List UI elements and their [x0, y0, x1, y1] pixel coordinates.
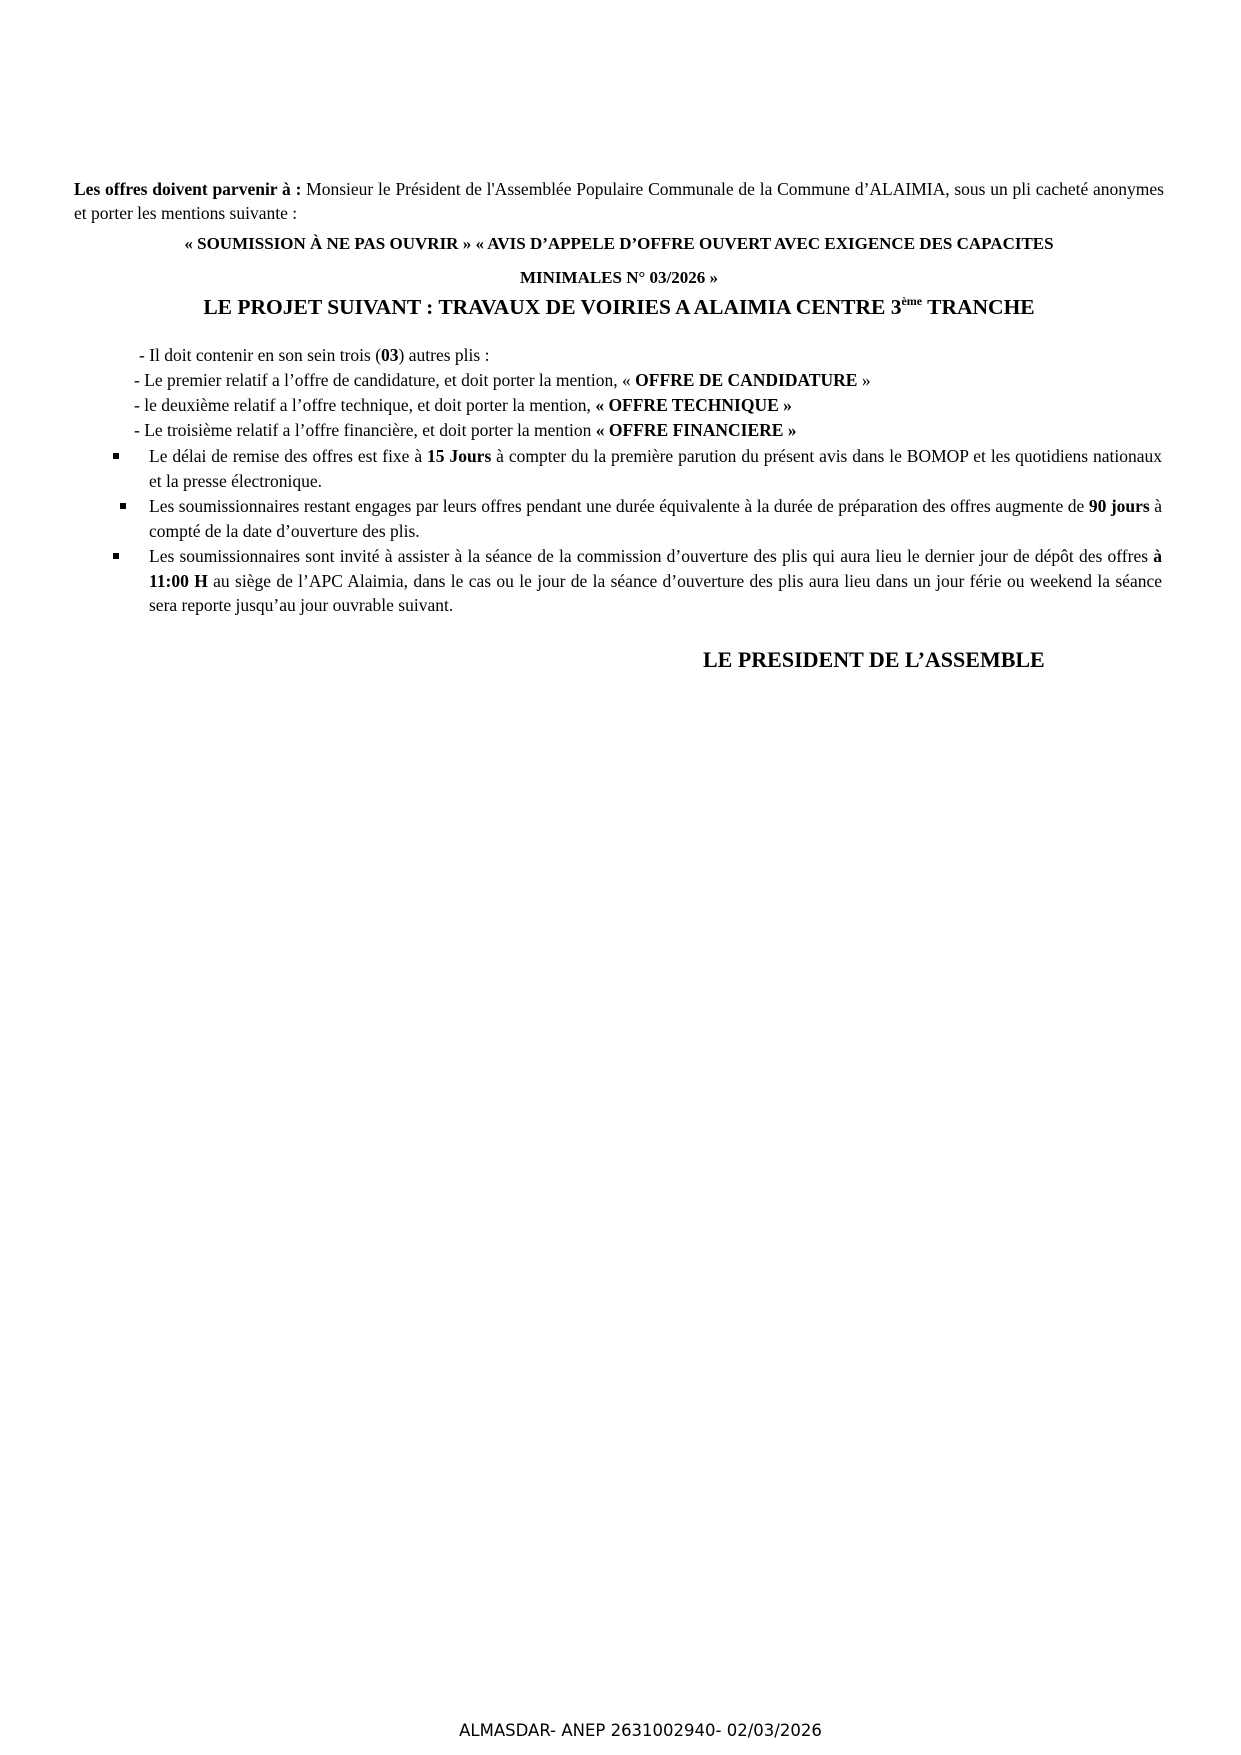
plis-intro	[139, 343, 489, 368]
condition-text: Le délai de remise des offres est fixe à 15 Jours à compter du la première parution du présent avis dans le BOMOP et les quotidiens nationaux et la presse électronique.	[149, 446, 1162, 491]
project-title	[74, 293, 1164, 321]
delai-value: 15 Jours	[427, 446, 492, 466]
condition-text: Les soumissionnaires sont invité à assister à la séance de la commission d’ouverture des plis qui aura lieu le dernier jour de dépôt des offres à 11:00 H au siège de l’APC Alaimia, dans le cas ou le jour de la séance d’ouverture des plis aura lieu dans un jour férie ou weekend la séance sera reporte jusqu’au jour ouvrable suivant.	[149, 546, 1162, 615]
square-bullet-icon	[113, 553, 119, 559]
mentions-block	[74, 227, 1164, 295]
pli-item-end: »	[857, 370, 871, 390]
square-bullet-icon	[113, 453, 119, 459]
pli-item-mention: « OFFRE TECHNIQUE »	[595, 395, 792, 415]
condition-text: Les soumissionnaires restant engages par leurs offres pendant une durée équivalente à la durée de préparation des offres augmente de 90 jours à compté de la date d’ouverture des plis.	[149, 496, 1162, 541]
plis-intro-end: ) autres plis :	[398, 345, 490, 365]
intro-paragraph	[74, 177, 1164, 225]
square-bullet-icon	[120, 503, 126, 509]
project-title-end: TRANCHE	[922, 295, 1035, 319]
plis-count: 03	[381, 345, 399, 365]
pli-item-candidature	[134, 368, 871, 393]
ouverture-time: à 11:00 H	[149, 546, 1162, 591]
pli-item-mention: « OFFRE FINANCIERE »	[595, 420, 797, 440]
pli-item-financiere	[134, 418, 797, 443]
footer-reference: ALMASDAR- ANEP 2631002940- 02/03/2026	[459, 1721, 822, 1740]
intro-label: Les offres doivent parvenir à :	[74, 179, 302, 199]
plis-intro-text: - Il doit contenir en son sein trois (	[139, 345, 382, 365]
intro-text: Monsieur le Président de l'Assemblée Populaire Communale de la Commune d’ALAIMIA, sous un pli cacheté anonymes et porter les mentions suivante :	[74, 179, 1164, 223]
pli-item-text: - Le troisième relatif a l’offre financière, et doit porter la mention	[134, 420, 596, 440]
project-title-superscript: ème	[901, 294, 923, 308]
validite-value: 90 jours	[1088, 496, 1150, 516]
mentions-line-1: « SOUMISSION À NE PAS OUVRIR » « AVIS D’APPELE D’OFFRE OUVERT AVEC EXIGENCE DES CAPACITES	[184, 234, 1054, 253]
pli-item-technique	[134, 393, 792, 418]
pli-item-mention: OFFRE DE CANDIDATURE	[635, 370, 858, 390]
mentions-line-2: MINIMALES N° 03/2026 »	[519, 268, 719, 287]
pli-item-text: - Le premier relatif a l’offre de candidature, et doit porter la mention, «	[134, 370, 636, 390]
project-title-main: LE PROJET SUIVANT : TRAVAUX DE VOIRIES A ALAIMIA CENTRE 3	[203, 295, 902, 319]
pli-item-text: - le deuxième relatif a l’offre technique, et doit porter la mention,	[134, 395, 596, 415]
signature-title: LE PRESIDENT DE L’ASSEMBLE	[703, 647, 1045, 672]
